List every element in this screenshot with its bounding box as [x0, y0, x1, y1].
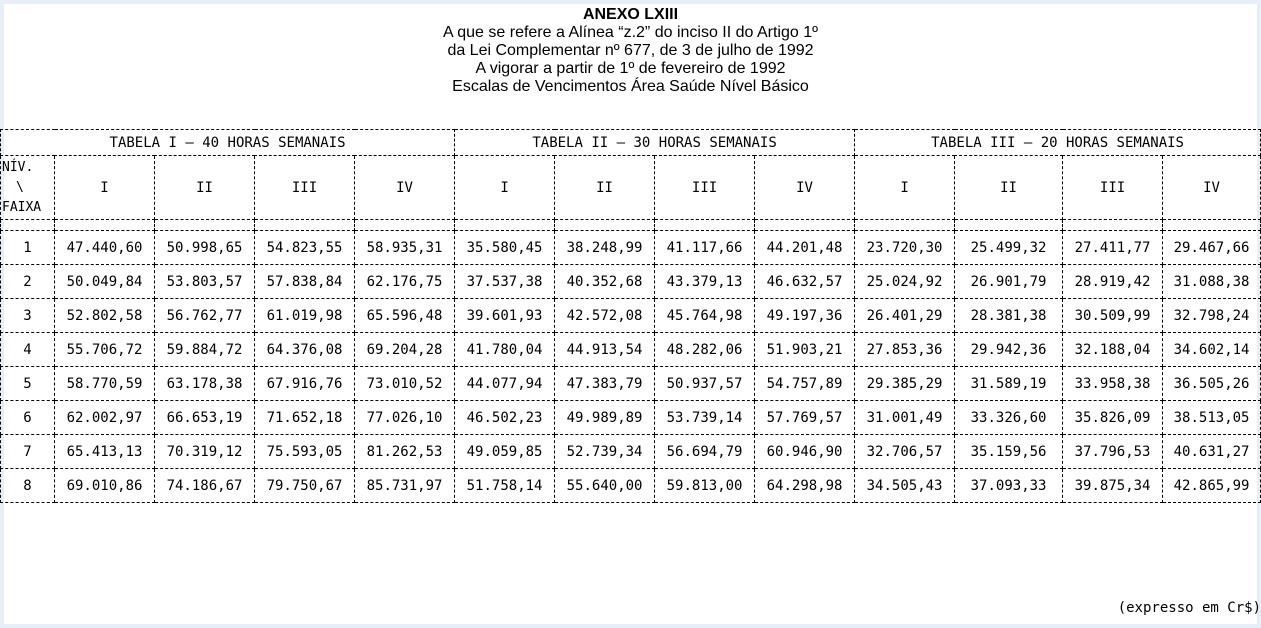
salary-cell: 74.186,67: [155, 469, 255, 503]
column-header: I: [55, 156, 155, 220]
backslash-label: \: [16, 179, 24, 195]
salary-cell: 41.780,04: [455, 333, 555, 367]
salary-cell: 71.652,18: [255, 401, 355, 435]
salary-cell: 60.946,90: [755, 435, 855, 469]
salary-cell: 65.596,48: [355, 299, 455, 333]
salary-cell: 43.379,13: [655, 265, 755, 299]
document-header: [0, 6, 1261, 96]
salary-cell: 46.632,57: [755, 265, 855, 299]
table-row: [1, 401, 1261, 435]
salary-cell: 44.913,54: [555, 333, 655, 367]
column-header: III: [255, 156, 355, 220]
header-line-3: A vigorar a partir de 1º de fevereiro de 1992: [475, 60, 786, 77]
salary-cell: 56.762,77: [155, 299, 255, 333]
column-header: II: [555, 156, 655, 220]
salary-cell: 73.010,52: [355, 367, 455, 401]
table-row: [1, 299, 1261, 333]
salary-cell: 50.998,65: [155, 231, 255, 265]
row-level-cell: 2: [1, 265, 55, 299]
salary-cell: 26.401,29: [855, 299, 955, 333]
niv-faixa-header: [1, 156, 55, 220]
salary-cell: 31.001,49: [855, 401, 955, 435]
salary-cell: 34.505,43: [855, 469, 955, 503]
salary-cell: 37.796,53: [1063, 435, 1163, 469]
salary-cell: 49.197,36: [755, 299, 855, 333]
salary-cell: 39.601,93: [455, 299, 555, 333]
salary-cell: 26.901,79: [955, 265, 1063, 299]
salary-cell: 66.653,19: [155, 401, 255, 435]
salary-cell: 27.853,36: [855, 333, 955, 367]
salary-cell: 38.248,99: [555, 231, 655, 265]
salary-table: [0, 129, 1261, 503]
row-level-cell: 4: [1, 333, 55, 367]
salary-cell: 53.803,57: [155, 265, 255, 299]
salary-cell: 30.509,99: [1063, 299, 1163, 333]
salary-cell: 23.720,30: [855, 231, 955, 265]
column-header: I: [855, 156, 955, 220]
salary-cell: 62.176,75: [355, 265, 455, 299]
salary-cell: 29.942,36: [955, 333, 1063, 367]
row-level-cell: 7: [1, 435, 55, 469]
group-header-tabela-3: TABELA III – 20 HORAS SEMANAIS: [855, 130, 1261, 156]
group-header-row: [1, 130, 1261, 156]
salary-cell: 53.739,14: [655, 401, 755, 435]
salary-cell: 37.093,33: [955, 469, 1063, 503]
table-body: [1, 220, 1261, 503]
salary-cell: 64.298,98: [755, 469, 855, 503]
salary-cell: 32.188,04: [1063, 333, 1163, 367]
salary-cell: 33.326,60: [955, 401, 1063, 435]
salary-cell: 42.865,99: [1163, 469, 1261, 503]
salary-cell: 48.282,06: [655, 333, 755, 367]
salary-cell: 42.572,08: [555, 299, 655, 333]
salary-cell: 34.602,14: [1163, 333, 1261, 367]
salary-cell: 54.757,89: [755, 367, 855, 401]
salary-cell: 59.813,00: [655, 469, 755, 503]
salary-cell: 67.916,76: [255, 367, 355, 401]
salary-cell: 58.770,59: [55, 367, 155, 401]
row-level-cell: 1: [1, 231, 55, 265]
salary-cell: 45.764,98: [655, 299, 755, 333]
salary-cell: 65.413,13: [55, 435, 155, 469]
salary-cell: 40.631,27: [1163, 435, 1261, 469]
salary-cell: 31.088,38: [1163, 265, 1261, 299]
salary-cell: 58.935,31: [355, 231, 455, 265]
group-header-tabela-1: TABELA I – 40 HORAS SEMANAIS: [1, 130, 455, 156]
salary-cell: 25.024,92: [855, 265, 955, 299]
header-line-2: da Lei Complementar nº 677, de 3 de julho de 1992: [447, 42, 814, 59]
row-level-cell: 6: [1, 401, 55, 435]
row-level-cell: 3: [1, 299, 55, 333]
column-header: IV: [355, 156, 455, 220]
salary-cell: 64.376,08: [255, 333, 355, 367]
salary-cell: 61.019,98: [255, 299, 355, 333]
currency-note: (expresso em Cr$): [1117, 600, 1261, 616]
salary-cell: 29.467,66: [1163, 231, 1261, 265]
salary-cell: 77.026,10: [355, 401, 455, 435]
salary-cell: 56.694,79: [655, 435, 755, 469]
salary-cell: 44.077,94: [455, 367, 555, 401]
salary-cell: 29.385,29: [855, 367, 955, 401]
spacer-row: [1, 220, 1261, 231]
column-header: I: [455, 156, 555, 220]
table-row: [1, 333, 1261, 367]
salary-cell: 69.010,86: [55, 469, 155, 503]
salary-cell: 52.802,58: [55, 299, 155, 333]
column-header: II: [155, 156, 255, 220]
table-row: [1, 435, 1261, 469]
row-level-cell: 8: [1, 469, 55, 503]
salary-cell: 62.002,97: [55, 401, 155, 435]
salary-cell: 41.117,66: [655, 231, 755, 265]
niv-label: NÍV.: [2, 159, 34, 175]
salary-cell: 28.919,42: [1063, 265, 1163, 299]
salary-cell: 40.352,68: [555, 265, 655, 299]
salary-cell: 85.731,97: [355, 469, 455, 503]
salary-cell: 35.826,09: [1063, 401, 1163, 435]
salary-cell: 81.262,53: [355, 435, 455, 469]
salary-cell: 51.903,21: [755, 333, 855, 367]
salary-cell: 28.381,38: [955, 299, 1063, 333]
salary-cell: 79.750,67: [255, 469, 355, 503]
salary-cell: 38.513,05: [1163, 401, 1261, 435]
column-header-row: [1, 156, 1261, 220]
annex-title: ANEXO LXIII: [582, 6, 679, 23]
salary-cell: 47.440,60: [55, 231, 155, 265]
table-row: [1, 469, 1261, 503]
group-header-tabela-2: TABELA II – 30 HORAS SEMANAIS: [455, 130, 855, 156]
table-row: [1, 265, 1261, 299]
salary-cell: 51.758,14: [455, 469, 555, 503]
salary-cell: 44.201,48: [755, 231, 855, 265]
salary-cell: 50.937,57: [655, 367, 755, 401]
row-level-cell: 5: [1, 367, 55, 401]
salary-cell: 52.739,34: [555, 435, 655, 469]
salary-cell: 32.706,57: [855, 435, 955, 469]
salary-cell: 59.884,72: [155, 333, 255, 367]
salary-cell: 70.319,12: [155, 435, 255, 469]
faixa-label: FAIXA: [2, 199, 42, 215]
salary-cell: 55.706,72: [55, 333, 155, 367]
salary-cell: 35.580,45: [455, 231, 555, 265]
salary-cell: 75.593,05: [255, 435, 355, 469]
table-row: [1, 367, 1261, 401]
salary-cell: 63.178,38: [155, 367, 255, 401]
column-header: III: [655, 156, 755, 220]
salary-cell: 50.049,84: [55, 265, 155, 299]
salary-cell: 57.769,57: [755, 401, 855, 435]
table-row: [1, 231, 1261, 265]
salary-cell: 33.958,38: [1063, 367, 1163, 401]
header-line-1: A que se refere a Alínea “z.2” do inciso II do Artigo 1º: [443, 24, 818, 41]
salary-cell: 46.502,23: [455, 401, 555, 435]
salary-cell: 54.823,55: [255, 231, 355, 265]
salary-cell: 69.204,28: [355, 333, 455, 367]
salary-cell: 57.838,84: [255, 265, 355, 299]
salary-cell: 36.505,26: [1163, 367, 1261, 401]
salary-cell: 49.989,89: [555, 401, 655, 435]
salary-cell: 27.411,77: [1063, 231, 1163, 265]
salary-cell: 35.159,56: [955, 435, 1063, 469]
column-header: IV: [1163, 156, 1261, 220]
salary-cell: 32.798,24: [1163, 299, 1261, 333]
salary-cell: 37.537,38: [455, 265, 555, 299]
column-header: IV: [755, 156, 855, 220]
salary-cell: 31.589,19: [955, 367, 1063, 401]
salary-cell: 49.059,85: [455, 435, 555, 469]
column-header: II: [955, 156, 1063, 220]
column-header: III: [1063, 156, 1163, 220]
salary-cell: 55.640,00: [555, 469, 655, 503]
salary-cell: 25.499,32: [955, 231, 1063, 265]
header-line-4: Escalas de Vencimentos Área Saúde Nível Básico: [452, 78, 809, 95]
salary-cell: 39.875,34: [1063, 469, 1163, 503]
salary-cell: 47.383,79: [555, 367, 655, 401]
